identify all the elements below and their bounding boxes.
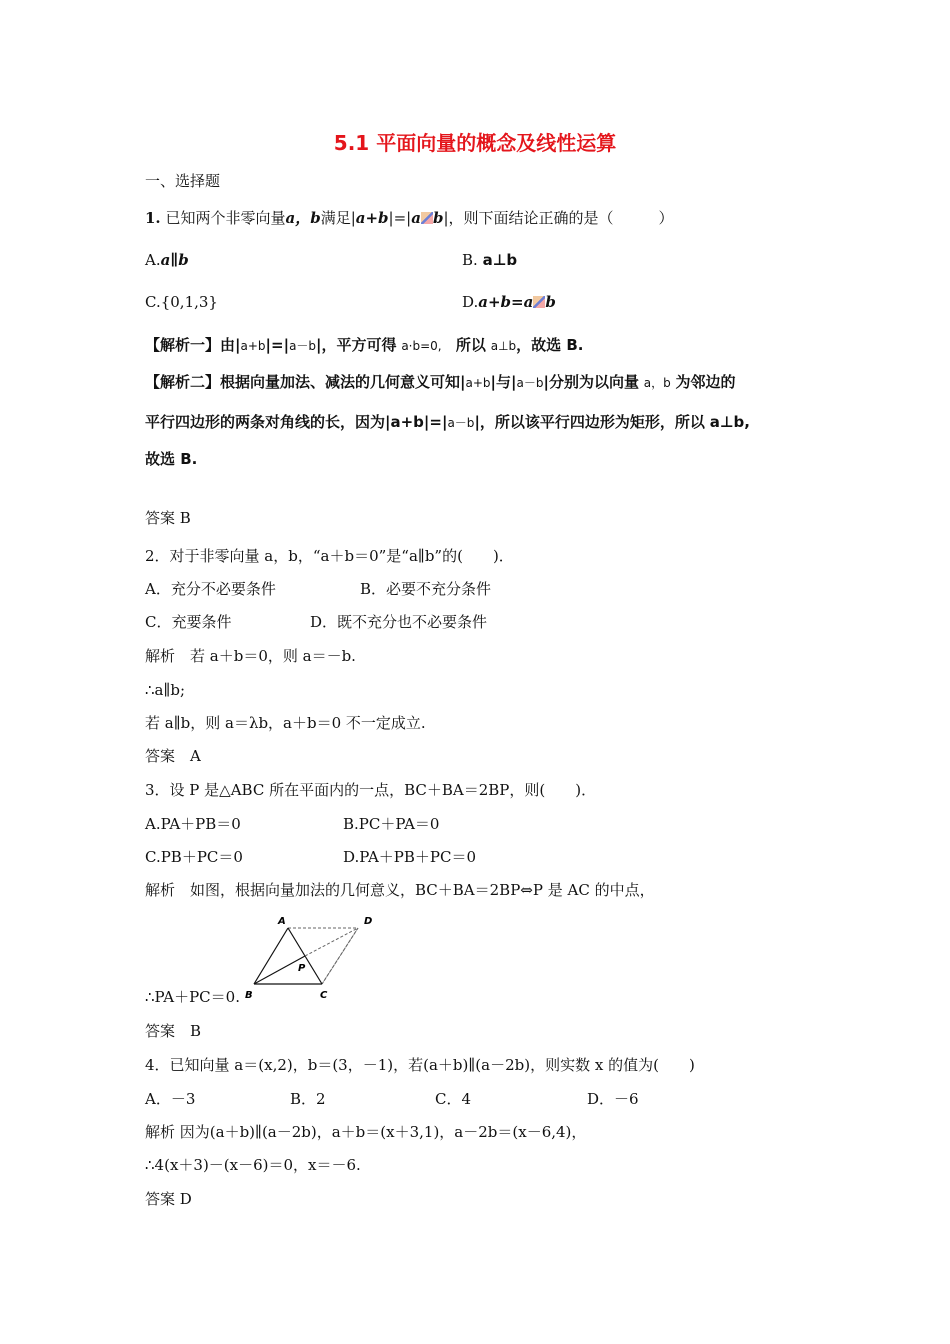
q3-solution-line1: 解析 如图，根据向量加法的几何意义，BC＋BA＝2BP⇔P 是 AC 的中点， (145, 881, 655, 899)
q4-option-b: B．2 (290, 1090, 326, 1108)
q2-solution-line1: 解析 若 a＋b＝0，则 a＝－b. (145, 647, 356, 665)
q1-option-d: D.a+b=a b (462, 293, 556, 311)
q2-option-b: B．必要不充分条件 (360, 580, 492, 598)
label-A: A (278, 916, 286, 927)
q2-option-d: D．既不充分也不必要条件 (310, 613, 488, 631)
q3-solution-line2: ∴PA＋PC＝0. (145, 988, 240, 1006)
q3-option-d: D.PA＋PB＋PC＝0 (343, 848, 477, 866)
page-title: 5.1 平面向量的概念及线性运算 (333, 131, 617, 155)
label-C: C (320, 990, 328, 1001)
q2-stem: 2．对于非零向量 a，b，“a＋b＝0”是“a∥b”的( )． (145, 547, 514, 565)
q2-solution-line3: 若 a∥b，则 a＝λb，a＋b＝0 不一定成立. (145, 714, 426, 732)
q4-stem: 4．已知向量 a＝(x,2)，b＝(3，－1)，若(a＋b)∥(a－2b)，则实数 x 的值为( ) (145, 1056, 695, 1074)
q3-stem: 3．设 P 是△ABC 所在平面内的一点，BC＋BA＝2BP，则( )． (145, 781, 597, 799)
q2-option-c: C．充要条件 (145, 613, 232, 631)
q1-stem: 1. 已知两个非零向量a，b满足|a+b|=|a b|，则下面结论正确的是（ ） (145, 209, 674, 227)
q4-answer: 答案 D (145, 1190, 192, 1208)
q2-solution-line2: ∴a∥b; (145, 681, 186, 699)
q1-solution-1: 【解析一】由|a+b|=|a－b|，平方可得 a·b=0, 所以 a⊥b，故选 B. (145, 336, 584, 354)
q3-option-b: B.PC＋PA＝0 (343, 815, 440, 833)
q1-solution-2-line3: 故选 B. (145, 450, 198, 468)
label-P: P (298, 963, 306, 974)
q3-option-a: A.PA＋PB＝0 (145, 815, 241, 833)
section-heading: 一、选择题 (145, 172, 221, 190)
q3-answer: 答案 B (145, 1022, 202, 1040)
q1-option-b: B. a⊥b (462, 251, 518, 269)
q4-option-d: D．－6 (587, 1090, 639, 1108)
q1-option-a: A.a∥b (145, 251, 189, 269)
parallelogram-figure (240, 908, 380, 1004)
q2-answer: 答案 A (145, 747, 201, 765)
q1-answer: 答案 B (145, 509, 191, 527)
q1-solution-2-line2: 平行四边形的两条对角线的长，因为|a+b|=|a－b|，所以该平行四边形为矩形，所以 a⊥b, (145, 413, 750, 431)
broken-glyph-icon (533, 296, 545, 308)
label-B: B (245, 990, 253, 1001)
q4-option-a: A．－3 (145, 1090, 196, 1108)
broken-glyph-icon (421, 212, 433, 224)
q2-option-a: A．充分不必要条件 (145, 580, 276, 598)
q4-option-c: C．4 (435, 1090, 472, 1108)
q3-option-c: C.PB＋PC＝0 (145, 848, 243, 866)
q4-solution-line1: 解析 因为(a＋b)∥(a－2b)，a＋b＝(x＋3,1)，a－2b＝(x－6,4)， (145, 1123, 587, 1141)
q1-option-c: C.{0,1,3} (145, 293, 218, 311)
q4-solution-line2: ∴4(x＋3)－(x－6)＝0，x＝－6. (145, 1156, 361, 1174)
label-D: D (364, 916, 373, 927)
q1-solution-2-line1: 【解析二】根据向量加法、减法的几何意义可知|a+b|与|a－b|分别为以向量 a，b 为邻边的 (145, 373, 736, 391)
